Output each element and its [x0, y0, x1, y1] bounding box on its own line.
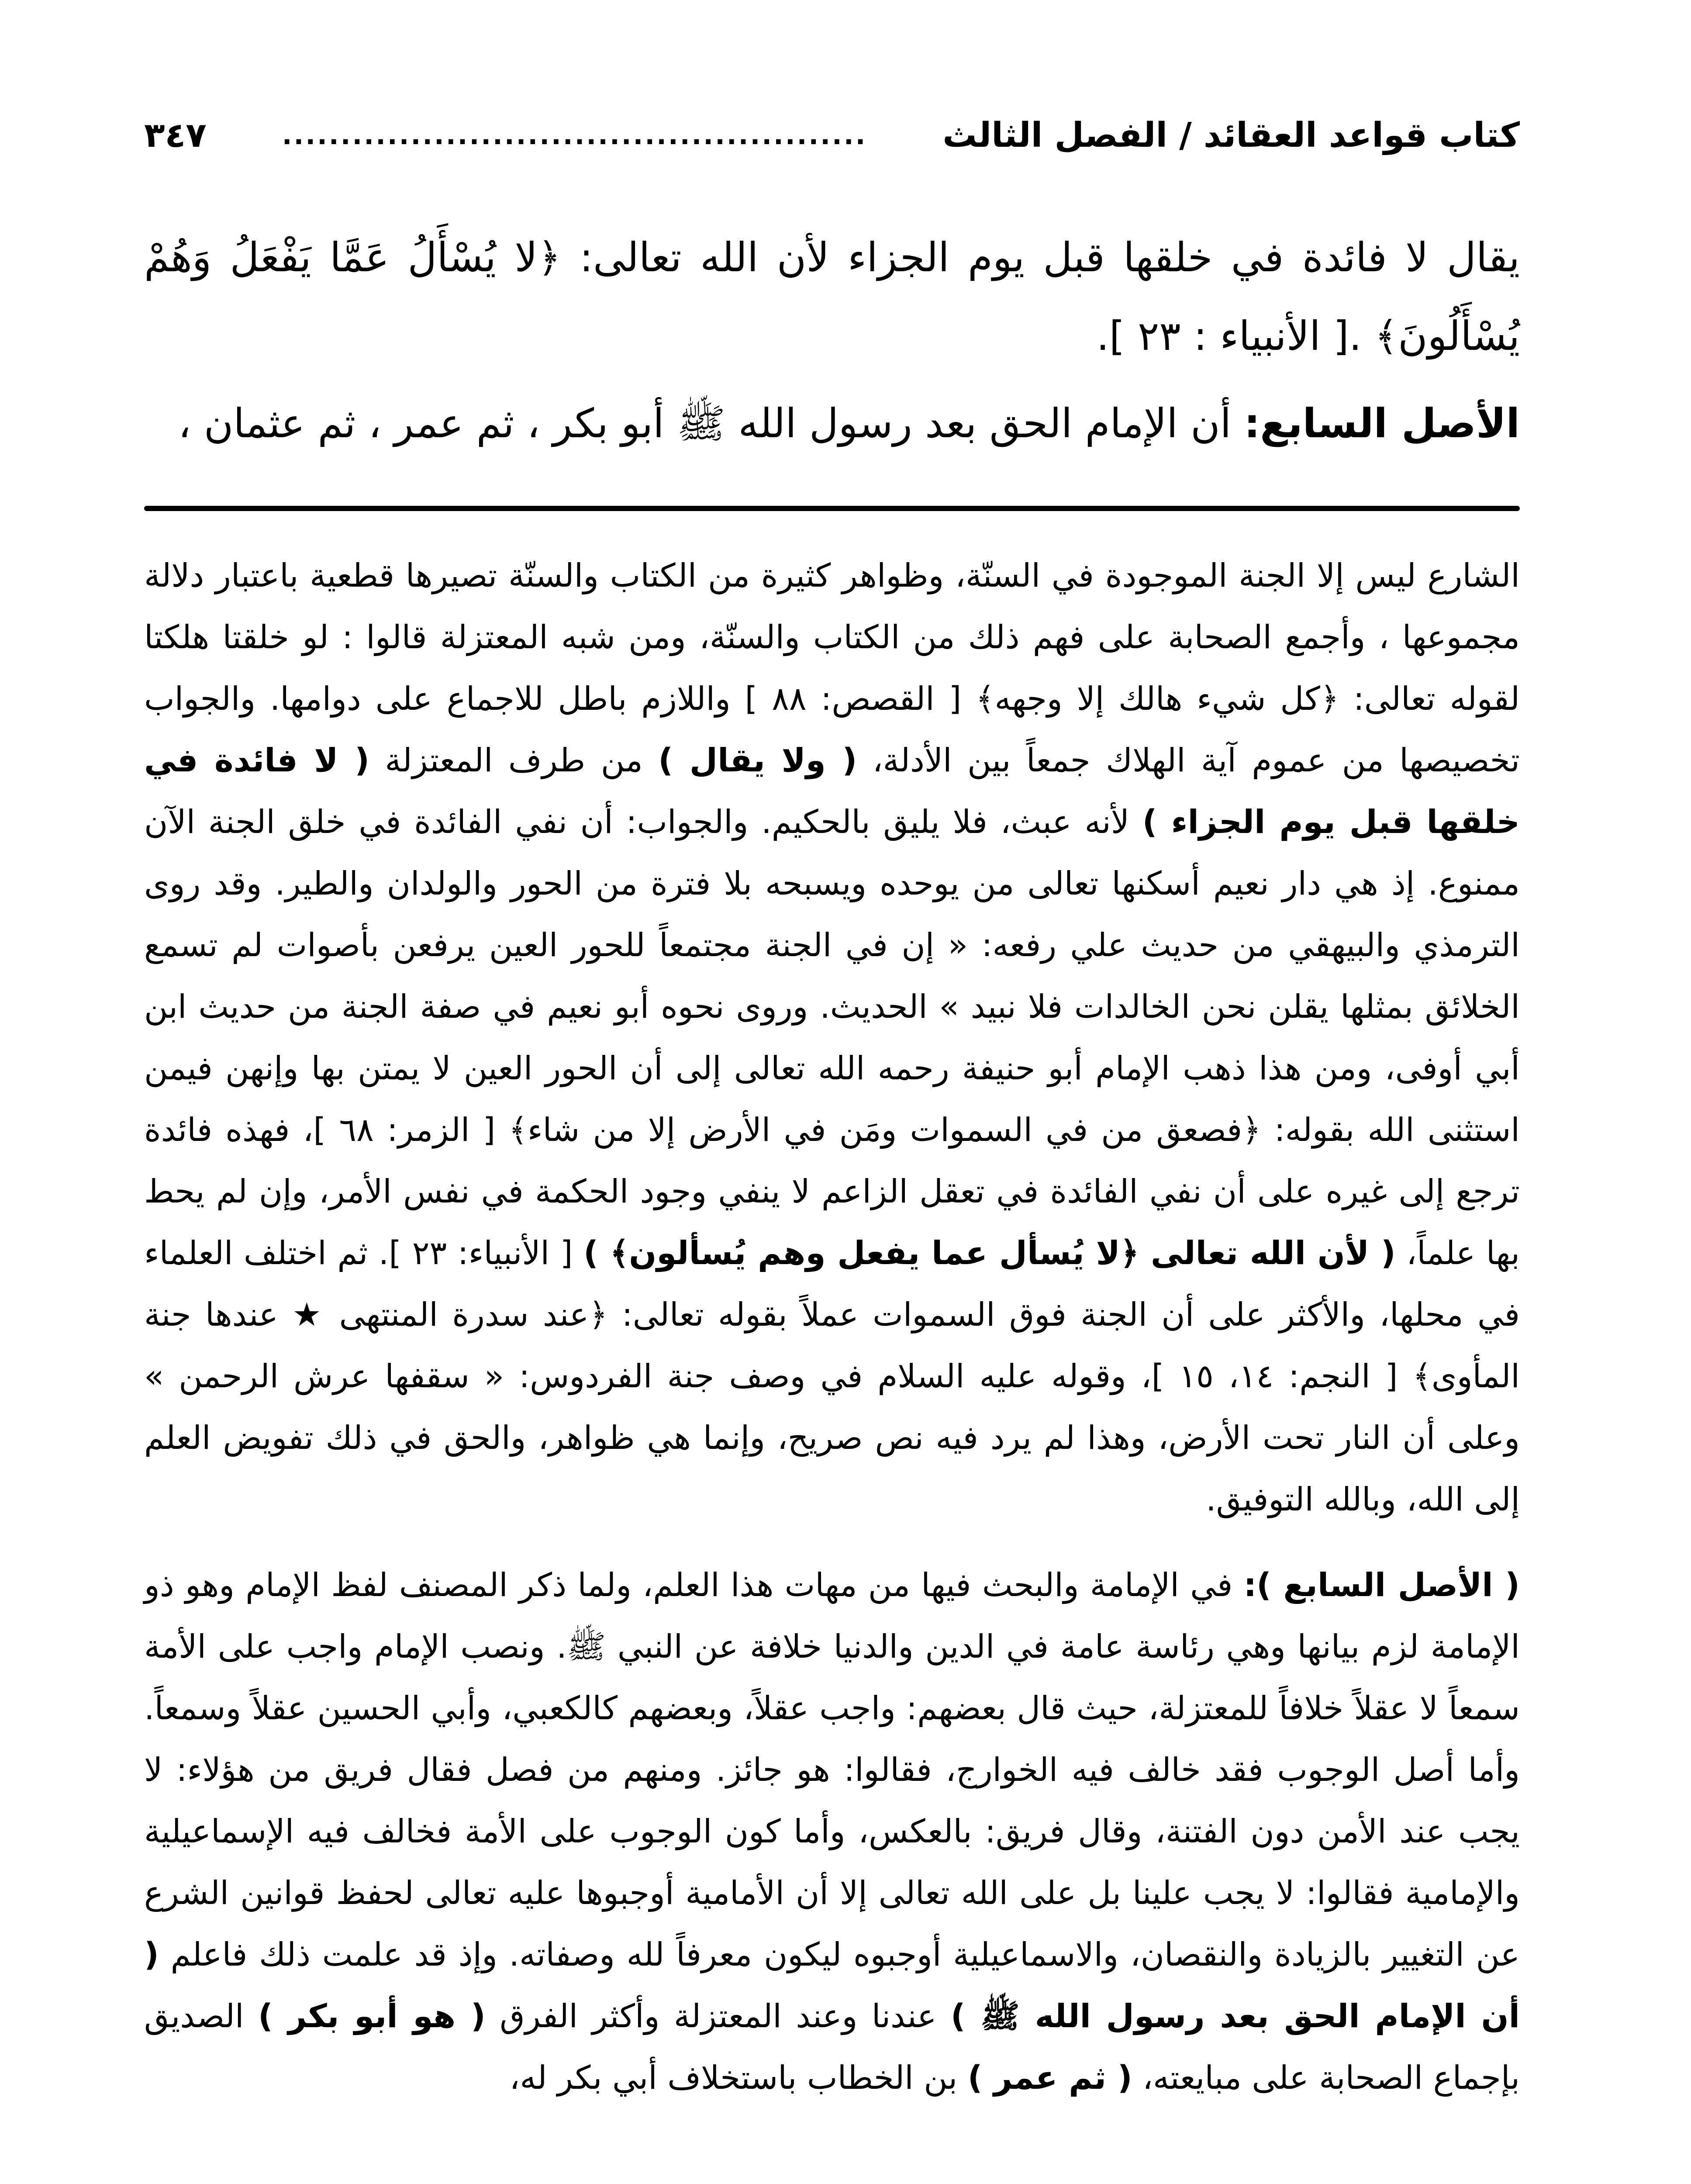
main-paragraph-1: يقال لا فائدة في خلقها قبل يوم الجزاء لأن الله تعالى: ﴿لا يُسْأَلُ عَمَّا يَفْعَلُ وَهُمْ يُسْأَلُونَ﴾ .[ الأنبياء : ٢٣ ]. — [144, 234, 1520, 359]
book-page — [144, 0, 1520, 2184]
header-leader-dots: .................................................. — [282, 120, 867, 151]
main-text — [144, 218, 1520, 463]
header-title: كتاب قواعد العقائد / الفصل الثالث — [942, 116, 1520, 155]
commentary — [144, 545, 1520, 2109]
commentary-paragraph-1: الشارع ليس إلا الجنة الموجودة في السنّة، وظواهر كثيرة من الكتاب والسنّة تصيرها قطعية باعتبار دلالة مجموعها ، وأجمع الصحابة على فهم ذلك من الكتاب والسنّة، ومن شبه المعتزلة قالوا : لو خلقتا هلكتا لقوله تعالى: ﴿كل شيء هالك إلا وجهه﴾ [ القصص: ٨٨ ] واللازم باطل للاجماع على دوامها. والجواب تخصيصها من عموم آية الهلاك جمعاً بين الأدلة، ( ولا يقال ) من طرف المعتزلة ( لا فائدة في خلقها قبل يوم الجزاء ) لأنه عبث، فلا يليق بالحكيم. والجواب: أن نفي الفائدة في خلق الجنة الآن ممنوع. إذ هي دار نعيم أسكنها تعالى من يوحده ويسبحه بلا فترة من الحور والولدان والطير. وقد روى الترمذي والبيهقي من حديث علي رفعه: « إن في الجنة مجتمعاً للحور العين يرفعن بأصوات لم تسمع الخلائق بمثلها يقلن نحن الخالدات فلا نبيد » الحديث. وروى نحوه أبو نعيم في صفة الجنة من حديث ابن أبي أوفى، ومن هذا ذهب الإمام أبو حنيفة رحمه الله تعالى إلى أن الحور العين لا يمتن بها وإنهن فيمن استثنى الله بقوله: ﴿فصعق من في السموات ومَن في الأرض إلا من شاء﴾ [ الزمر: ٦٨ ]، فهذه فائدة ترجع إلى غيره على أن نفي الفائدة في تعقل الزاعم لا ينفي وجود الحكمة في نفس الأمر، وإن لم يحط بها علماً، ( لأن الله تعالى ﴿لا يُسأل عما يفعل وهم يُسألون﴾ ) [ الأنبياء: ٢٣ ]. ثم اختلف العلماء في محلها، والأكثر على أن الجنة فوق السموات عملاً بقوله تعالى: ﴿عند سدرة المنتهى ★ عندها جنة المأوى﴾ [ النجم: ١٤، ١٥ ]، وقوله عليه السلام في وصف جنة الفردوس: « سقفها عرش الرحمن » وعلى أن النار تحت الأرض، وهذا لم يرد فيه نص صريح، وإنما هي ظواهر، والحق في ذلك تفويض العلم إلى الله، وبالله التوفيق. — [144, 557, 1520, 1518]
main-paragraph-2: الأصل السابع: أن الإمام الحق بعد رسول الله ﷺ أبو بكر ، ثم عمر ، ثم عثمان ، — [178, 400, 1520, 447]
running-header — [144, 111, 1520, 159]
commentary-paragraph-2: ( الأصل السابع ): في الإمامة والبحث فيها من مهات هذا العلم، ولما ذكر المصنف لفظ الإمام وهو ذو الإمامة لزم بيانها وهي رئاسة عامة في الدين والدنيا خلافة عن النبي ﷺ. ونصب الإمام واجب على الأمة سمعاً لا عقلاً خلافاً للمعتزلة، حيث قال بعضهم: واجب عقلاً، وبعضهم كالكعبي، وأبي الحسين عقلاً وسمعاً. وأما أصل الوجوب فقد خالف فيه الخوارج، فقالوا: هو جائز. ومنهم من فصل فقال فريق من هؤلاء: لا يجب عند الأمن دون الفتنة، وقال فريق: بالعكس، وأما كون الوجوب على الأمة فخالف فيه الإسماعيلية والإمامية فقالوا: لا يجب علينا بل على الله تعالى إلا أن الأمامية أوجبوها عليه تعالى لحفظ قوانين الشرع عن التغيير بالزيادة والنقصان، والاسماعيلية أوجبوه ليكون معرفاً لله وصفاته. وإذ قد علمت ذلك فاعلم ( أن الإمام الحق بعد رسول الله ﷺ ) عندنا وعند المعتزلة وأكثر الفرق ( هو أبو بكر ) الصديق بإجماع الصحابة على مبايعته، ( ثم عمر ) بن الخطاب باستخلاف أبي بكر له، — [144, 1566, 1520, 2097]
page-number: ٣٤٧ — [144, 116, 207, 155]
separator-rule — [144, 506, 1520, 511]
